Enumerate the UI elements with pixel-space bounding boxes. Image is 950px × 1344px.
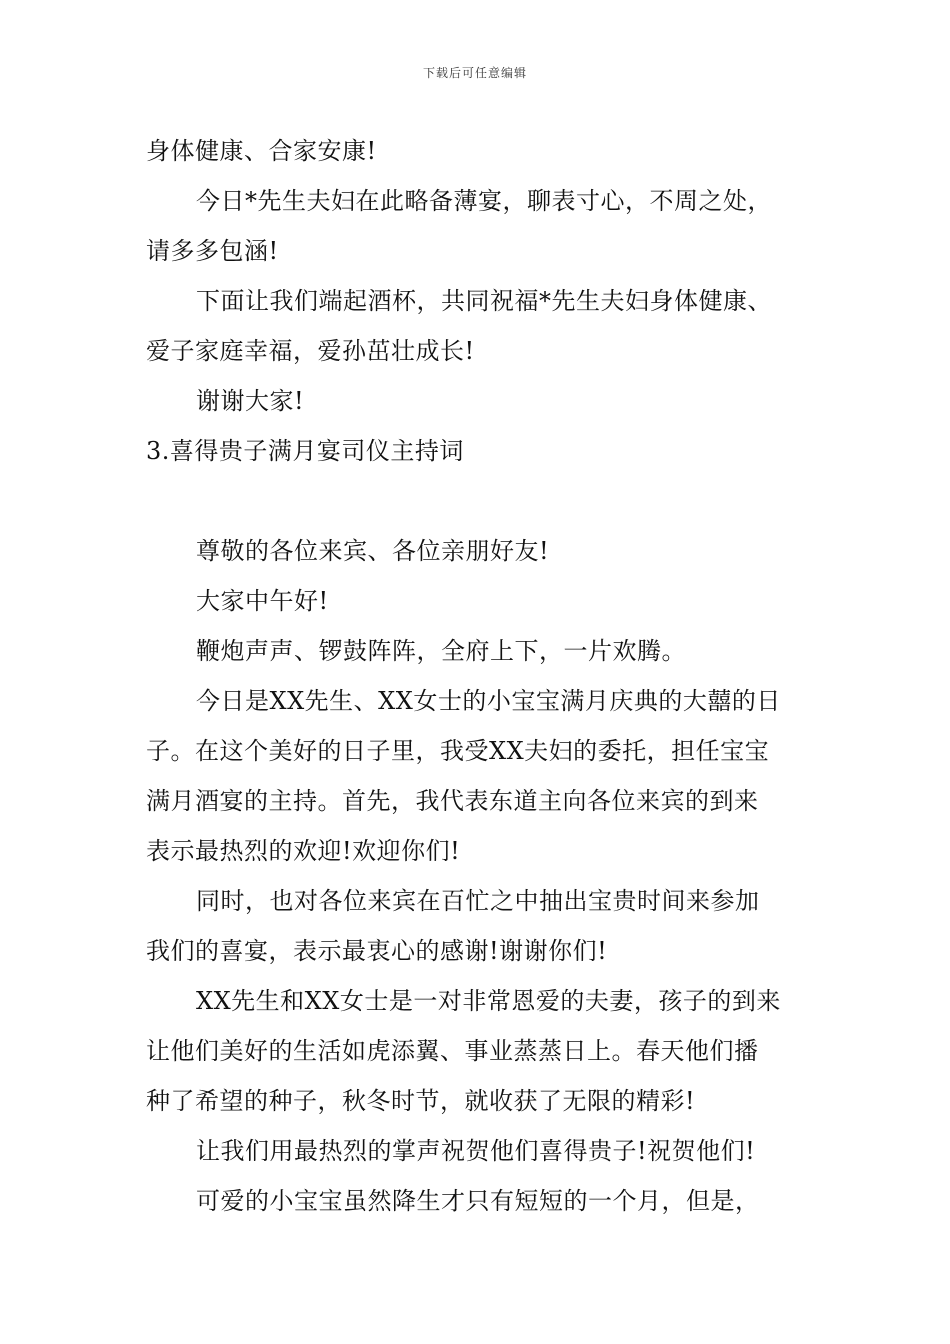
text-line: 满月酒宴的主持。首先，我代表东道主向各位来宾的到来 (146, 787, 759, 815)
text-line: 请多多包涵! (146, 237, 279, 265)
text-line: 谢谢大家! (196, 387, 305, 415)
text-line: 鞭炮声声、锣鼓阵阵，全府上下，一片欢腾。 (196, 637, 686, 665)
text-line: 子。在这个美好的日子里，我受XX夫妇的委托，担任宝宝 (146, 737, 770, 765)
text-line: 下面让我们端起酒杯，共同祝福*先生夫妇身体健康、 (196, 287, 772, 315)
blank-line (146, 476, 808, 526)
section-heading: 3.喜得贵子满月宴司仪主持词 (146, 437, 464, 465)
text-line: 种了希望的种子，秋冬时节，就收获了无限的精彩! (146, 1087, 696, 1115)
page-header-note: 下载后可任意编辑 (422, 66, 527, 80)
text-line: 大家中午好! (196, 587, 329, 615)
text-line: 爱子家庭幸福，爱孙茁壮成长! (146, 337, 475, 365)
text-line: 可爱的小宝宝虽然降生才只有短短的一个月，但是， (196, 1187, 760, 1215)
text-line: 尊敬的各位来宾、各位亲朋好友! (196, 537, 550, 565)
text-line: XX先生和XX女士是一对非常恩爱的夫妻，孩子的到来 (196, 987, 781, 1015)
text-line: 同时，也对各位来宾在百忙之中抽出宝贵时间来参加 (196, 887, 760, 915)
text-line: 我们的喜宴，表示最衷心的感谢!谢谢你们! (146, 937, 608, 965)
text-line: 今日*先生夫妇在此略备薄宴，聊表寸心，不周之处， (196, 187, 772, 215)
text-line: 让他们美好的生活如虎添翼、事业蒸蒸日上。春天他们播 (146, 1037, 759, 1065)
text-line: 身体健康、合家安康! (146, 137, 377, 165)
text-line: 今日是XX先生、XX女士的小宝宝满月庆典的大囍的日 (196, 687, 781, 715)
text-line: 让我们用最热烈的掌声祝贺他们喜得贵子!祝贺他们! (196, 1137, 756, 1165)
text-line: 表示最热烈的欢迎!欢迎你们! (146, 837, 461, 865)
document-body (146, 126, 808, 1226)
